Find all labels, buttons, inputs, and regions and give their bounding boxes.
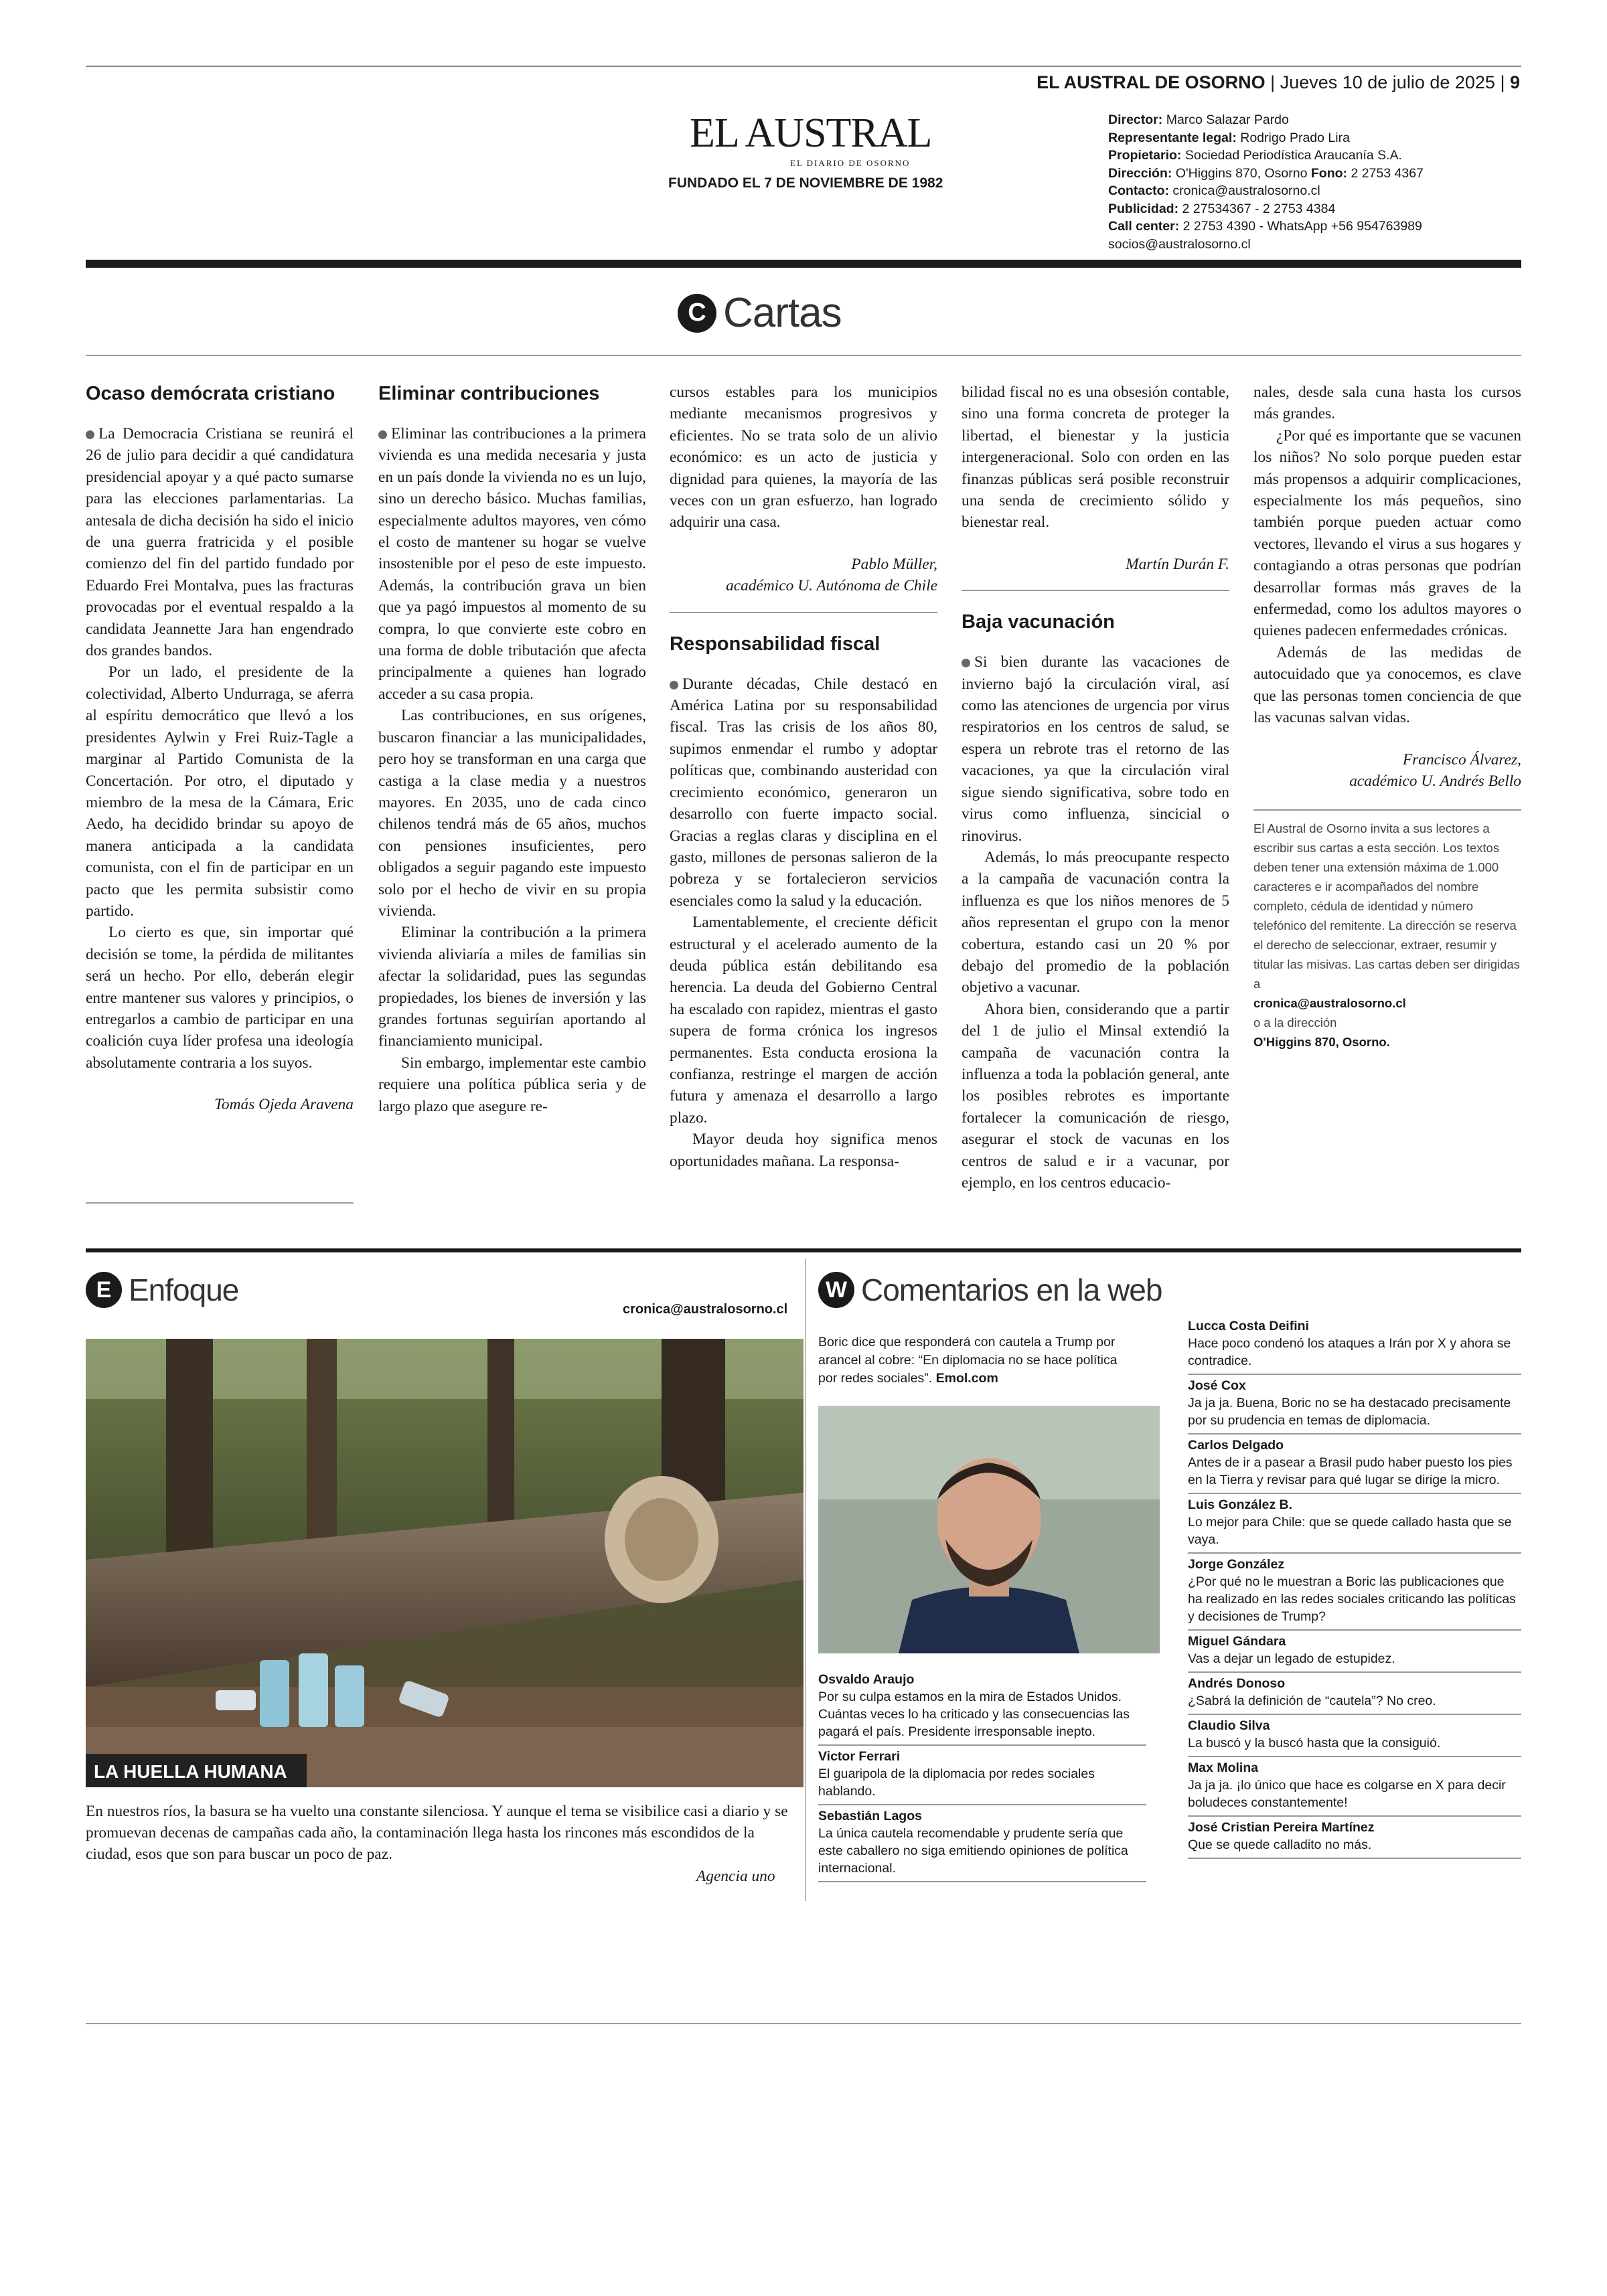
enfoque-section-head (86, 1272, 238, 1308)
comment-item (818, 1805, 1146, 1882)
letter-column-4 (962, 382, 1229, 1194)
comment-author: Jorge González (1188, 1557, 1285, 1572)
web-source[interactable]: Emol.com (935, 1371, 998, 1386)
letter-signature: Martín Durán F. (1126, 555, 1229, 573)
web-headline: Boric dice que responderá con cautela a Trump por arancel al cobre: “En diplomacia no se hace política por redes sociales”. Emol.com (818, 1335, 1118, 1386)
masthead-line: Call center: 2 2753 4390 - WhatsApp +56 954763989 (1108, 219, 1422, 234)
enfoque-caption: En nuestros ríos, la basura se ha vuelto una constante silenciosa. Y aunque el tema se visibilice casi a diario y se promuevan decenas de campañas cada año, la contaminación llega hasta los rincones más escondidos de la ciudad, esos que son para buscar un poco de paz. (86, 1803, 788, 1863)
bullet-icon (670, 681, 678, 689)
comment-text: Ja ja ja. ¡lo único que hace es colgarse en X para decir boludeces constantemente! (1188, 1778, 1506, 1810)
photo-label: LA HUELLA HUMANA (94, 1761, 287, 1782)
letter-signature: Pablo Müller, académico U. Autónoma de Chile (726, 555, 937, 595)
comment-item (1188, 1434, 1521, 1494)
letter-paragraph: Durante décadas, Chile destacó en América Latina por su responsabilidad fiscal. Tras las crisis de los años 80, supimos enmendar el rumbo y adoptar políticas que, combinando austeridad con crecimiento económico, generaron un desarrollo con fuerte impacto social. Gracias a reglas claras y disciplina en el gasto, millones de personas salieron de la pobreza y se fortalecieron servicios esenciales como la salud y la educación. (670, 675, 937, 910)
comment-text: Que se quede calladito no más. (1188, 1837, 1372, 1852)
letter-signature: Francisco Álvarez, académico U. Andrés Bello (1349, 750, 1521, 790)
letter-title: Baja vacunación (962, 611, 1115, 633)
web-badge: W (818, 1272, 854, 1308)
comment-author: Osvaldo Araujo (818, 1672, 915, 1687)
enfoque-badge: E (86, 1272, 122, 1308)
letter-separator (1253, 809, 1521, 811)
cartas-rule (86, 355, 1521, 356)
comment-author: Lucca Costa Deifini (1188, 1319, 1309, 1333)
founded-date: FUNDADO EL 7 DE NOVIEMBRE DE 1982 (668, 175, 943, 191)
header-thick-rule (86, 260, 1521, 268)
letter-paragraph: Eliminar las contribuciones a la primera vivienda es una medida necesaria y justa en un país donde la vivienda no es un lujo, sino un derecho básico. Muchas familias, especialmente adultos mayores, ven cómo el costo de mantener su hogar se vuelve insostenible por el peso de este impuesto. Además, la contribución grava un bien que ya pagó impuestos al momento de su compra, lo que convierte este cobro en una forma de doble tributación que afecta principalmente a quienes han logrado acceder a su casa propia. (378, 425, 646, 703)
comment-text: Hace poco condenó los ataques a Irán por X y ahora se contradice. (1188, 1336, 1511, 1368)
letter-paragraph: Las contribuciones, en sus orígenes, buscaron financiar a las municipalidades, pero hoy se transforman en una carga que castiga a la clase media y a nuestros mayores. En 2035, uno de cada cinco chilenos tendrá más de 65 años, muchos con pensiones insuficientes, pero obligados a seguir pagando este impuesto solo por el hecho de vivir en su propia vivienda. (378, 707, 646, 920)
comment-text: Lo mejor para Chile: que se quede callado hasta que se vaya. (1188, 1515, 1512, 1547)
comment-item (1188, 1631, 1521, 1673)
web-title: Comentarios en la web (861, 1273, 1162, 1307)
folio-paper-name: EL AUSTRAL DE OSORNO (1037, 72, 1266, 92)
comment-text: Ja ja ja. Buena, Boric no se ha destacado precisamente por su prudencia en temas de diplomacia. (1188, 1396, 1511, 1428)
comment-item (1188, 1757, 1521, 1817)
bullet-icon (378, 430, 387, 439)
comment-author: Carlos Delgado (1188, 1438, 1284, 1453)
letter-paragraph: ¿Por qué es importante que se vacunen los niños? No solo porque pueden estar más propensos a adquirir complicaciones, especialmente los más pequeños, sino también porque pueden actuar como vectores, llevando el virus a sus hogares y contagiando a otras personas que podrían desarrollar formas más graves de la enfermedad, como los adultos mayores o quienes padecen enfermedades crónicas. (1253, 426, 1521, 640)
comment-item (818, 1669, 1146, 1746)
newspaper-logo: EL AUSTRAL (690, 110, 932, 156)
comment-author: Max Molina (1188, 1760, 1259, 1775)
enfoque-title: Enfoque (129, 1273, 239, 1307)
letter-title: Responsabilidad fiscal (670, 633, 881, 655)
enfoque-email[interactable]: cronica@australosorno.cl (623, 1302, 788, 1317)
letter-paragraph: Por un lado, el presidente de la colectividad, Alberto Undurraga, se aferra al espíritu democrático que llevó a los presidentes Aylwin y Frei Ruiz-Tagle a marginar al Partido Comunista de la Concertación. Por otro, el diputado y miembro de la mesa de la Cámara, Eric Aedo, ha decidido brindar su apoyo de manera anticipada a la candidata comunista, con el fin de participar en un pacto que les permita subsistir como partido. (86, 663, 354, 920)
folio-page-number: 9 (1509, 72, 1520, 92)
letter-paragraph: Si bien durante las vacaciones de invierno bajó la circulación viral, así como las atenciones de urgencia por virus respiratorios en los centros de salud, se espera un rebrote tras el retorno de las vacaciones, ya que la circulación viral sigue siendo significativa, sobre todo en virus como influenza, sincicial o rinovirus. (962, 653, 1229, 845)
letter-column-5 (1253, 382, 1521, 1052)
comment-item (1188, 1817, 1521, 1859)
letter-paragraph: Mayor deuda hoy significa menos oportunidades mañana. La responsa- (670, 1131, 937, 1170)
submission-email[interactable]: cronica@australosorno.cl (1253, 996, 1406, 1011)
boric-photo (818, 1406, 1160, 1653)
cartas-title: Cartas (723, 290, 842, 336)
submission-note: El Austral de Osorno invita a sus lectores a escribir sus cartas a esta sección. Los textos deben tener una extensión máxima de 1.000 caracteres e ir acompañados del nombre completo, cédula de identidad y número telefónico del remitente. La dirección se reserva el derecho de seleccionar, extraer, resumir y titular las misivas. Las cartas deben ser dirigidas a cronica@australosorno.cl o a la dirección O'Higgins 870, Osorno. (1253, 821, 1520, 1050)
web-divider (805, 1258, 806, 1901)
bullet-icon (86, 430, 94, 439)
letter-continuation: cursos estables para los municipios mediante mecanismos progresivos y eficientes. No se trata solo de un alivio económico: es un acto de justicia y dignidad para quienes, la mayoría de las veces con un gran esfuerzo, han logrado adquirir una casa. (670, 384, 937, 531)
letter-paragraph: Sin embargo, implementar este cambio requiere una política pública seria y de largo plazo que asegure re- (378, 1054, 646, 1115)
page-folio: EL AUSTRAL DE OSORNO | Jueves 10 de julio de 2025 | 9 (1037, 72, 1520, 92)
comment-author: Andrés Donoso (1188, 1676, 1286, 1691)
letter-paragraph: Además de las medidas de autocuidado que ya conocemos, es clave que las personas tomen conciencia de que las vacunas salvan vidas. (1253, 643, 1521, 727)
masthead-line: Director: Marco Salazar Pardo (1108, 112, 1289, 127)
top-rule (86, 66, 1521, 67)
comment-author: Claudio Silva (1188, 1718, 1270, 1733)
letter-paragraph: Además, lo más preocupante respecto a la campaña de vacunación contra la influenza es que los niños menores de 5 años representan el grupo con la menor cobertura, estando casi un 20 % por debajo del promedio de la población objetivo a vacunar. (962, 848, 1229, 997)
photo-credit: Agencia uno (696, 1868, 775, 1885)
column-divider (86, 1202, 354, 1204)
letter-paragraph: La Democracia Cristiana se reunirá el 26 de julio para decidir a qué candidatura presidencial apoyar y a qué pacto sumarse para las elecciones parlamentarias. La antesala de dicha decisión ha sido el inicio de una guerra fratricida y el posible comienzo del fin del partido fundado por Eduardo Frei Montalva, pues las fracturas provocadas por el eventual respaldo a la candidata Jeannette Jara han engendrado dos grandes bandos. (86, 425, 354, 660)
bullet-icon (962, 659, 970, 667)
submission-address: O'Higgins 870, Osorno. (1253, 1035, 1390, 1050)
letter-continuation: bilidad fiscal no es una obsesión contable, sino una forma concreta de proteger la libertad, el bienestar y la justicia intergeneracional. Solo con orden en las finanzas públicas será posible reconstruir una senda de crecimiento sólido y bienestar real. (962, 384, 1229, 531)
comment-author: Luis González B. (1188, 1497, 1293, 1512)
letter-column-1 (86, 382, 354, 1116)
letter-separator (962, 590, 1229, 591)
folio-date: Jueves 10 de julio de 2025 (1280, 72, 1495, 92)
comment-author: Victor Ferrari (818, 1749, 901, 1764)
masthead-line: Contacto: cronica@australosorno.cl (1108, 183, 1320, 198)
newspaper-logo-sub: EL DIARIO DE OSORNO (790, 158, 911, 168)
letter-column-3 (670, 382, 937, 1172)
comment-item (1188, 1554, 1521, 1631)
cartas-badge: C (678, 294, 716, 333)
comment-text: ¿Por qué no le muestran a Boric las publicaciones que ha realizado en las redes sociales criticando las políticas y decisiones de Trump? (1188, 1574, 1516, 1624)
masthead-line: Dirección: O'Higgins 870, Osorno Fono: 2 2753 4367 (1108, 165, 1424, 181)
comment-item (1188, 1715, 1521, 1757)
enfoque-photo (86, 1339, 804, 1787)
letter-paragraph: Ahora bien, considerando que a partir del 1 de julio el Minsal extendió la campaña de vacunación contra la influenza a toda la población general, ante los posibles rebrotes es importante fortalecer la comunicación de riesgo, asegurar el stock de vacunas en los centros de salud e ir a vacunar, por ejemplo, en los centros educacio- (962, 1000, 1229, 1192)
letter-column-2 (378, 382, 646, 1117)
masthead-line: Representante legal: Rodrigo Prado Lira (1108, 130, 1350, 145)
comment-item (818, 1746, 1146, 1805)
comment-item (1188, 1673, 1521, 1715)
comment-text: ¿Sabrá la definición de “cautela”? No creo. (1188, 1694, 1436, 1708)
masthead (1108, 111, 1424, 253)
section-thick-rule (86, 1248, 1521, 1252)
comment-item (1188, 1494, 1521, 1554)
comment-text: Antes de ir a pasear a Brasil pudo haber puesto los pies en la Tierra y revisar para qué lugar se dirige la micro. (1188, 1455, 1513, 1487)
letter-paragraph: Lo cierto es que, sin importar qué decisión se tome, la pérdida de militantes será un hecho. Por ello, deberán elegir entre mantener sus valores y principios, o entregarlos a cambio de participar en una coalición cuya líder profesa una ideología absolutamente contraria a los suyos. (86, 924, 354, 1072)
letter-paragraph: Eliminar la contribución a la primera vivienda aliviaría a miles de familias sin afectar la solidaridad, pues las segundas propiedades, los bienes de inversión y las grandes fortunas seguirían aportando al financiamiento municipal. (378, 924, 646, 1050)
comment-author: Sebastián Lagos (818, 1809, 922, 1823)
portrait-image (818, 1406, 1160, 1653)
masthead-line: Propietario: Sociedad Periodística Araucanía S.A. (1108, 148, 1402, 163)
forest-trash-image (86, 1339, 804, 1787)
comment-text: La buscó y la buscó hasta que la consiguió. (1188, 1736, 1441, 1750)
letter-title: Eliminar contribuciones (378, 383, 600, 404)
cartas-section-head (678, 289, 842, 337)
masthead-line: Publicidad: 2 27534367 - 2 2753 4384 (1108, 201, 1336, 216)
comment-item (1188, 1375, 1521, 1434)
comments-left (818, 1669, 1146, 1882)
comment-author: José Cox (1188, 1378, 1246, 1393)
comment-author: Miguel Gándara (1188, 1634, 1286, 1649)
letter-continuation: nales, desde sala cuna hasta los cursos más grandes. (1253, 384, 1521, 423)
comment-text: La única cautela recomendable y prudente sería que este caballero no siga emitiendo opiniones de política internacional. (818, 1826, 1128, 1876)
letter-separator (670, 612, 937, 613)
comment-text: Por su culpa estamos en la mira de Estados Unidos. Cuántas veces lo ha criticado y las consecuencias las pagará el país. Presidente irresponsable inepto. (818, 1690, 1130, 1739)
masthead-line: socios@australosorno.cl (1108, 236, 1251, 252)
comment-text: El guaripola de la diplomacia por redes sociales hablando. (818, 1767, 1095, 1799)
letter-title: Ocaso demócrata cristiano (86, 383, 335, 404)
bottom-rule (86, 2023, 1521, 2024)
comment-author: José Cristian Pereira Martínez (1188, 1820, 1375, 1835)
web-section-head (818, 1272, 1162, 1308)
comments-right (1188, 1315, 1521, 1859)
letter-paragraph: Lamentablemente, el creciente déficit estructural y el acelerado aumento de la deuda pública están debilitando esa herencia. La deuda del Gobierno Central ha escalado con rapidez, mientras el gasto supera de forma crónica los ingresos permanentes. Esta conducta erosiona la confianza, restringe el margen de acción futura y amenaza el desarrollo a largo plazo. (670, 914, 937, 1127)
letter-signature: Tomás Ojeda Aravena (214, 1096, 354, 1114)
comment-item (1188, 1315, 1521, 1375)
comment-text: Vas a dejar un legado de estupidez. (1188, 1651, 1395, 1666)
